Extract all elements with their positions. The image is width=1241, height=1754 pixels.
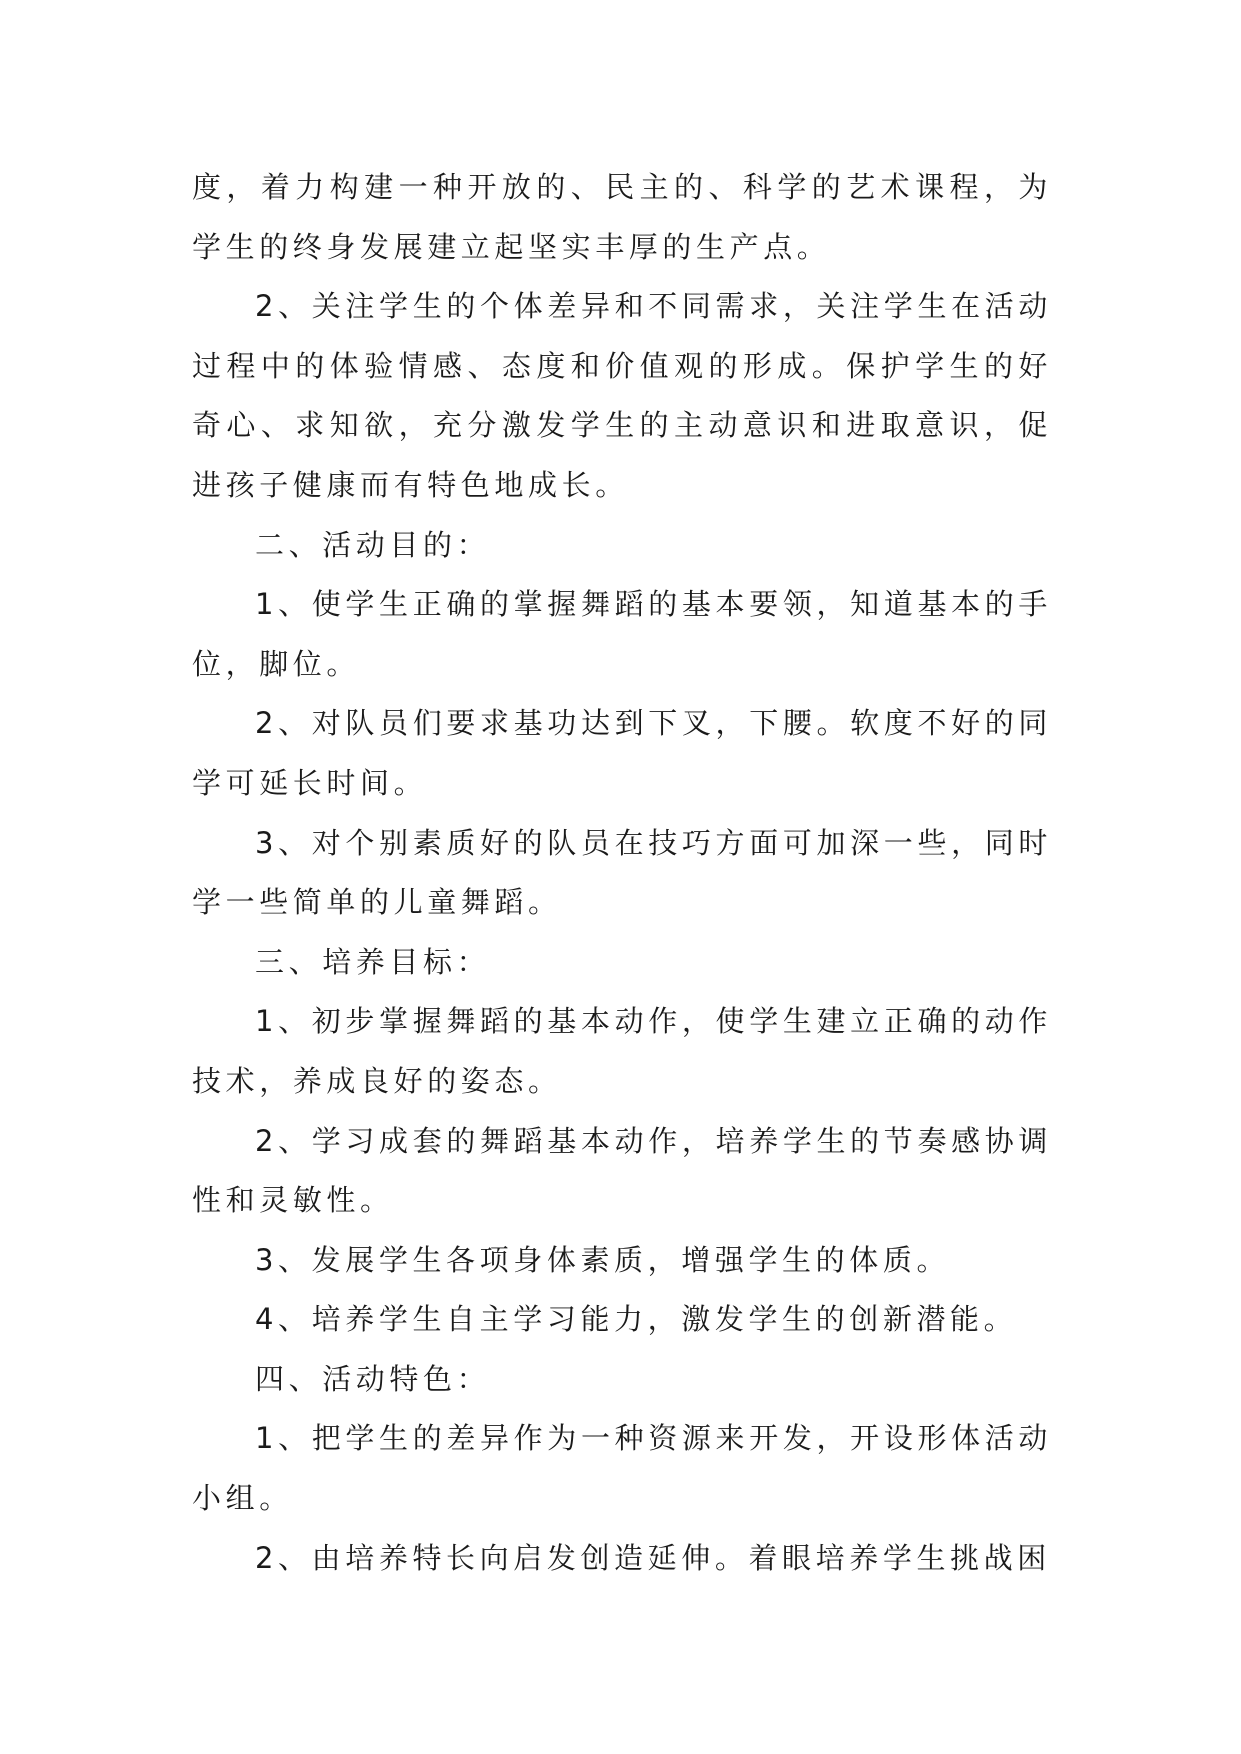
paragraph-goal-2: 2、学习成套的舞蹈基本动作，培养学生的节奏感协调性和灵敏性。 <box>192 1123 1052 1218</box>
paragraph-goal-4: 4、培养学生自主学习能力，激发学生的创新潜能。 <box>255 1302 1018 1337</box>
paragraph-goal-3: 3、发展学生各项身体素质，增强学生的体质。 <box>255 1242 951 1277</box>
section-heading-training-goals: 三、培养目标： <box>255 944 491 979</box>
paragraph-continuation: 度，着力构建一种开放的、民主的、科学的艺术课程，为学生的终身发展建立起坚实丰厚的生产点。 <box>192 170 1052 264</box>
paragraph-feature-1: 1、把学生的差异作为一种资源来开发，开设形体活动小组。 <box>192 1421 1052 1516</box>
paragraph-item-2-attention: 2、关注学生的个体差异和不同需求，关注学生在活动过程中的体验情感、态度和价值观的形成。保护学生的好奇心、求知欲，充分激发学生的主动意识和进取意识，促进孩子健康而有特色地成长。 <box>192 289 1052 502</box>
document-body <box>192 158 1052 1588</box>
paragraph-goal-1: 1、初步掌握舞蹈的基本动作，使学生建立正确的动作技术，养成良好的姿态。 <box>192 1004 1052 1098</box>
section-heading-activity-features: 四、活动特色： <box>255 1361 491 1396</box>
paragraph-purpose-3: 3、对个别素质好的队员在技巧方面可加深一些，同时学一些简单的儿童舞蹈。 <box>192 825 1052 920</box>
paragraph-feature-2: 2、由培养特长向启发创造延伸。着眼培养学生挑战困 <box>255 1540 1051 1575</box>
section-heading-activity-purpose: 二、活动目的： <box>255 527 491 562</box>
paragraph-purpose-2: 2、对队员们要求基功达到下叉，下腰。软度不好的同学可延长时间。 <box>192 706 1052 800</box>
paragraph-purpose-1: 1、使学生正确的掌握舞蹈的基本要领，知道基本的手位，脚位。 <box>192 587 1052 681</box>
